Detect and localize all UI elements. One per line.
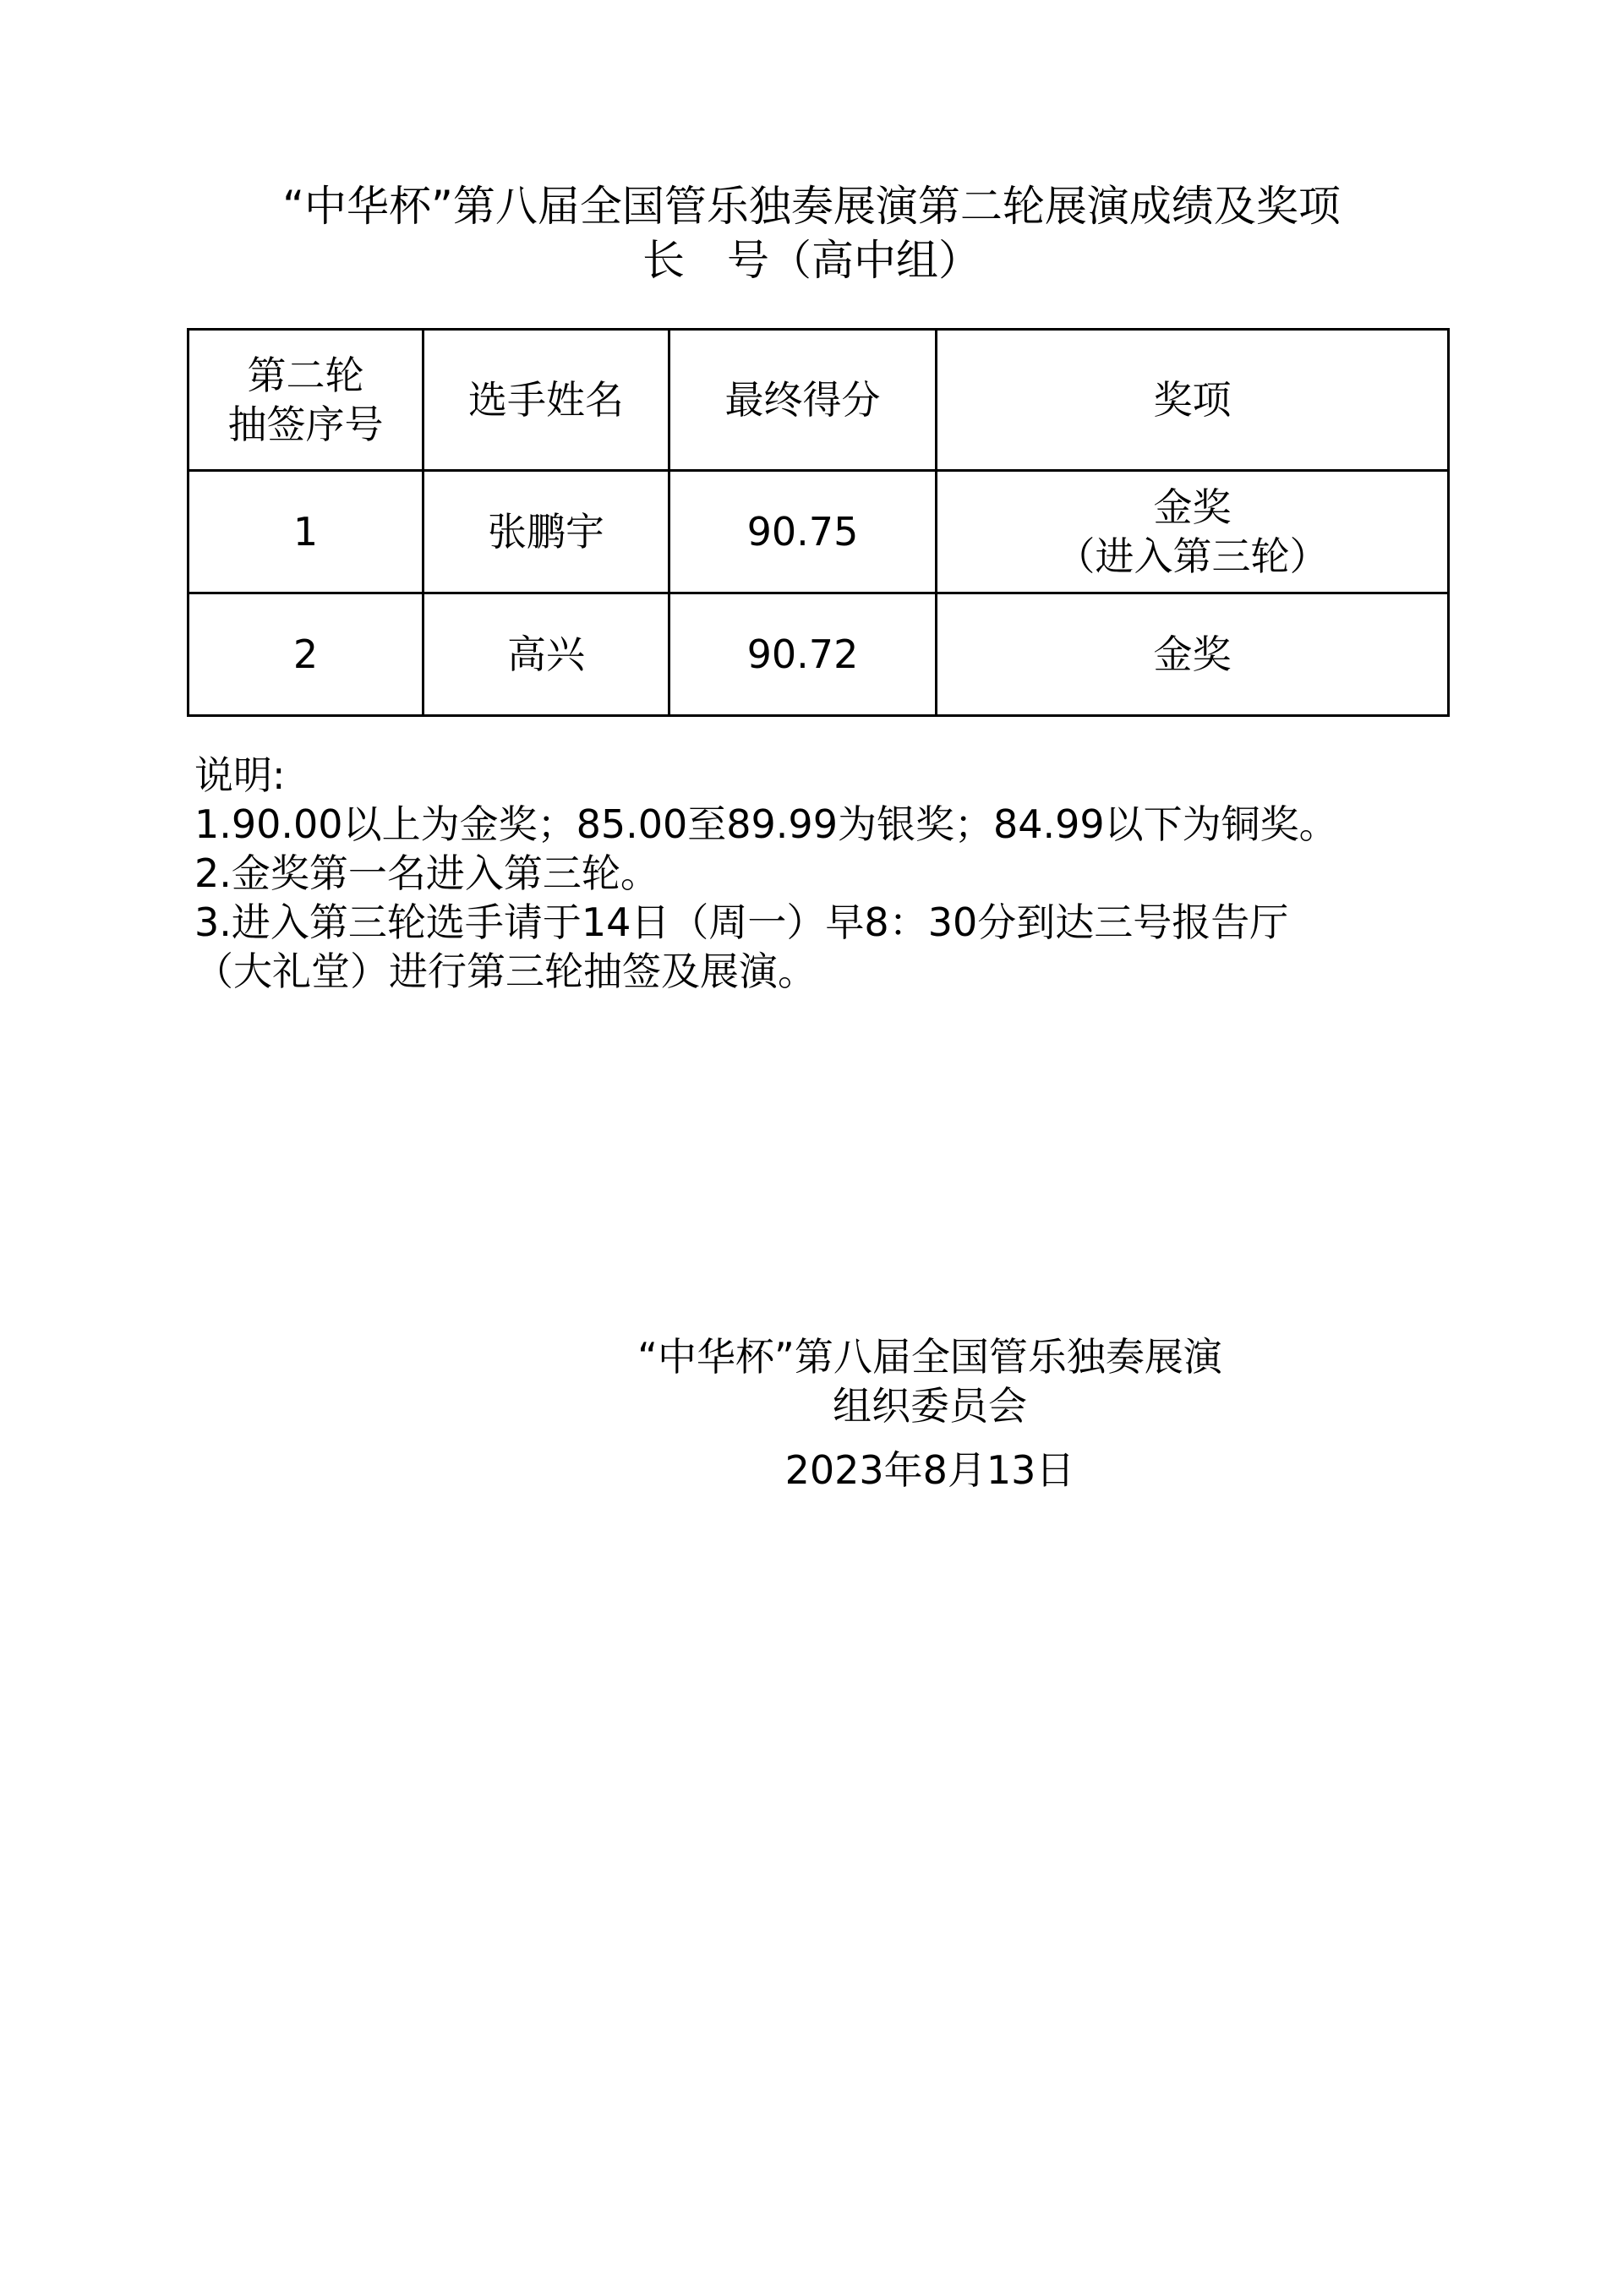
cell-final-score: 90.72: [669, 593, 937, 716]
notes-section: [194, 751, 1445, 996]
cell-contestant-name: 高兴: [424, 593, 669, 716]
notes-heading: 说明:: [194, 752, 286, 798]
document-title: “中华杯”第八届全国管乐独奏展演第二轮展演成绩及奖项: [282, 182, 1341, 231]
table-row: [189, 593, 1449, 716]
header-draw-number-line1: 第二轮: [247, 353, 364, 398]
header-final-score-label: 最终得分: [724, 377, 881, 423]
award-note: （进入第三轮）: [1056, 533, 1329, 579]
organizer-name: “中华杯”第八届全国管乐独奏展演: [637, 1334, 1222, 1380]
note-item: （大礼堂）进行第三轮抽签及展演。: [194, 948, 817, 994]
note-item: 1.90.00以上为金奖；85.00至89.99为银奖；84.99以下为铜奖。: [194, 801, 1338, 847]
header-draw-number: [189, 330, 424, 471]
note-item: 3.进入第三轮选手请于14日（周一）早8：30分到达三号报告厅: [194, 899, 1289, 945]
award-label: 金奖: [1153, 484, 1232, 530]
note-item: 2.金奖第一名进入第三轮。: [194, 850, 659, 896]
header-draw-number-line2: 抽签序号: [227, 402, 384, 447]
header-award: [937, 330, 1449, 471]
document-date: 2023年8月13日: [784, 1447, 1075, 1493]
cell-award: [937, 471, 1449, 593]
organizer-committee: 组织委员会: [833, 1383, 1027, 1429]
signature-block: [592, 1332, 1268, 1495]
cell-draw-number: 2: [189, 593, 424, 716]
table-row: [189, 471, 1449, 593]
header-award-label: 奖项: [1153, 377, 1232, 423]
header-contestant-name: [424, 330, 669, 471]
cell-award: [937, 593, 1449, 716]
document-header: [0, 179, 1623, 287]
document-subtitle: 长 号（高中组）: [642, 236, 981, 285]
cell-contestant-name: 张鹏宇: [424, 471, 669, 593]
header-contestant-name-label: 选手姓名: [468, 377, 624, 423]
cell-draw-number: 1: [189, 471, 424, 593]
header-final-score: [669, 330, 937, 471]
cell-final-score: 90.75: [669, 471, 937, 593]
award-label: 金奖: [1153, 631, 1232, 677]
table-header-row: [189, 330, 1449, 471]
results-table: [187, 328, 1450, 717]
